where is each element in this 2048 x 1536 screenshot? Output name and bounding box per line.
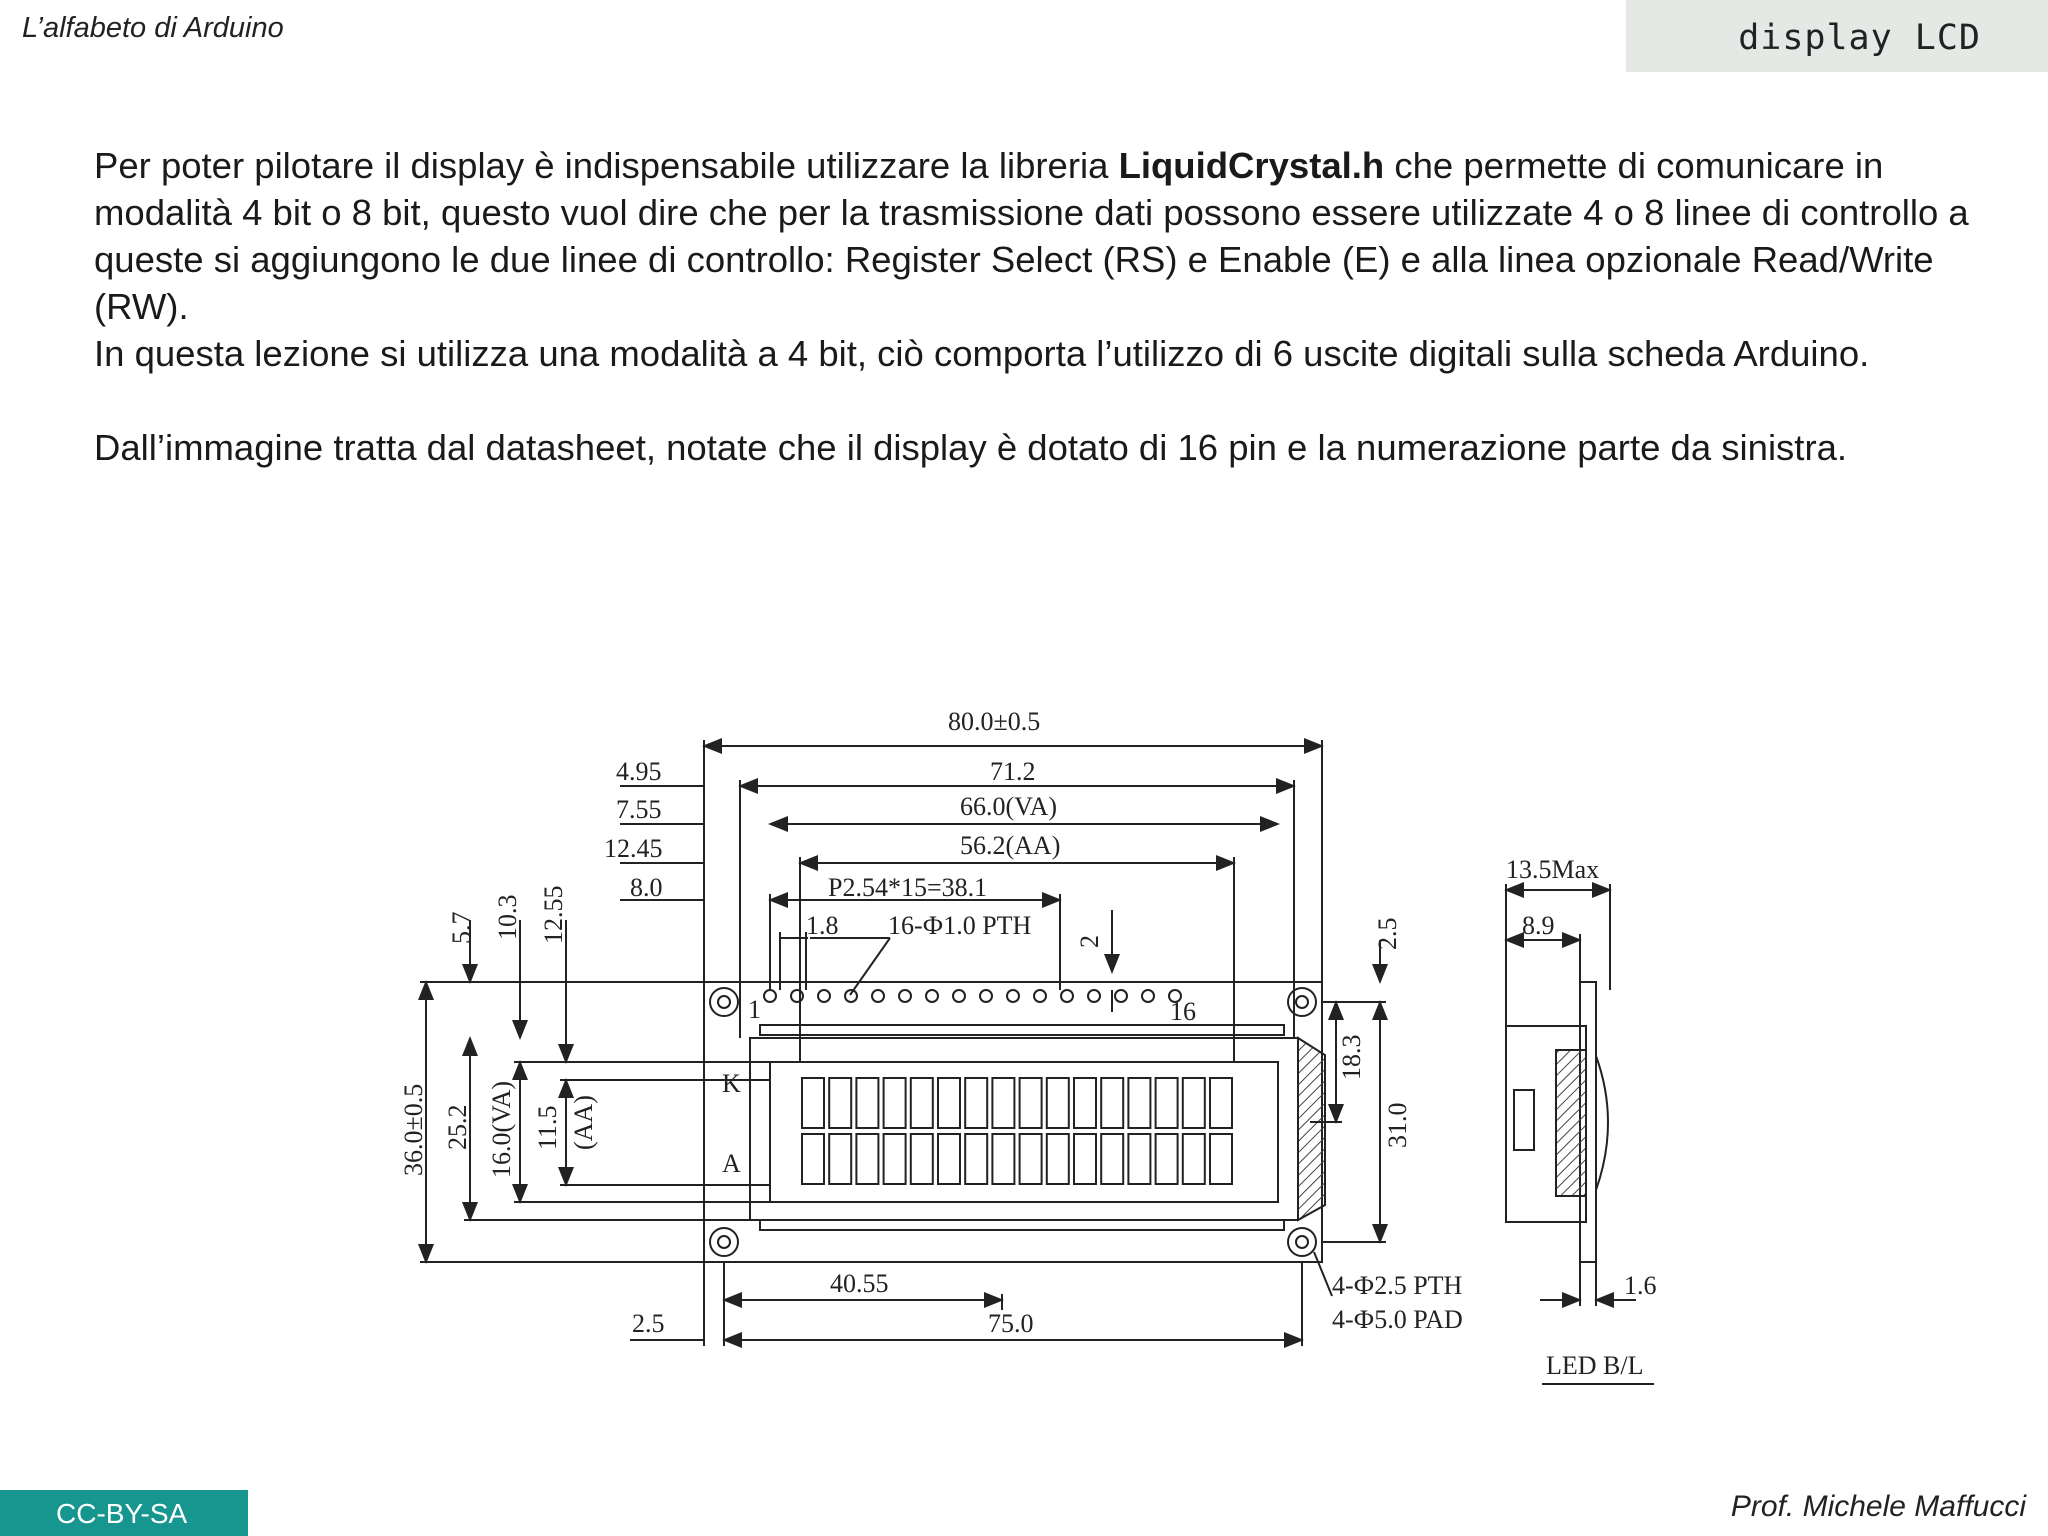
- dim-13-5max: 13.5Max: [1506, 855, 1600, 884]
- character-cell: [1020, 1078, 1042, 1128]
- character-cell: [1183, 1078, 1205, 1128]
- dim-total-width: 80.0±0.5: [948, 707, 1041, 736]
- dim-aa-width: 56.2(AA): [960, 831, 1061, 860]
- character-cell: [829, 1078, 851, 1128]
- character-cell: [965, 1078, 987, 1128]
- led-a-label: A: [722, 1149, 741, 1178]
- character-cell: [802, 1134, 824, 1184]
- character-cell: [1101, 1078, 1123, 1128]
- character-cell: [992, 1134, 1014, 1184]
- character-cell: [1128, 1078, 1150, 1128]
- character-cell: [856, 1078, 878, 1128]
- paragraph-library: [94, 142, 1974, 330]
- p1-text-a: Per poter pilotare il display è indispensabile utilizzare la libreria: [94, 145, 1119, 186]
- body-text: [94, 142, 1974, 471]
- character-cell: [1074, 1078, 1096, 1128]
- dim-8-9: 8.9: [1522, 911, 1555, 940]
- character-cell: [911, 1078, 933, 1128]
- dim-pin-pitch: P2.54*15=38.1: [828, 873, 988, 902]
- dim-16-va: 16.0(VA): [487, 1080, 516, 1178]
- lcd-drawing-svg: [370, 700, 1700, 1400]
- character-cell: [1101, 1134, 1123, 1184]
- dim-18-3: 18.3: [1337, 1034, 1366, 1080]
- paragraph-gap: [94, 377, 1974, 424]
- led-bl-label: LED B/L: [1546, 1351, 1644, 1380]
- dim-2-5-bottom: 2.5: [632, 1309, 665, 1338]
- dim-aa-v: (AA): [569, 1095, 598, 1150]
- led-k-label: K: [722, 1069, 741, 1098]
- dim-2-5-top: 2.5: [1373, 917, 1402, 950]
- character-cell: [802, 1078, 824, 1128]
- character-cell: [992, 1078, 1014, 1128]
- pin-header: [764, 990, 1181, 1002]
- character-cells: [802, 1078, 1232, 1184]
- mount-hole-tl: [710, 988, 738, 1016]
- character-cell: [1020, 1134, 1042, 1184]
- hole-pad: 4-Ф5.0 PAD: [1332, 1305, 1463, 1334]
- backlight-hatch: [1298, 1038, 1325, 1220]
- character-cell: [1183, 1134, 1205, 1184]
- paragraph-4bit: In questa lezione si utilizza una modalità a 4 bit, ciò comporta l’utilizzo di 6 uscite digitali sulla scheda Arduino.: [94, 333, 1870, 374]
- lcd-datasheet-drawing: [370, 700, 1700, 1400]
- character-cell: [965, 1134, 987, 1184]
- dim-12-55: 12.55: [539, 885, 568, 944]
- dim-71-2: 71.2: [990, 757, 1036, 786]
- library-name: LiquidCrystal.h: [1118, 145, 1385, 186]
- character-cell: [884, 1078, 906, 1128]
- dim-4-95: 4.95: [616, 757, 662, 786]
- dim-va-width: 66.0(VA): [960, 792, 1058, 821]
- paragraph-datasheet: Dall’immagine tratta dal datasheet, notate che il display è dotato di 16 pin e la numerazione parte da sinistra.: [94, 427, 1848, 468]
- character-cell: [1210, 1078, 1232, 1128]
- character-cell: [938, 1078, 960, 1128]
- mount-hole-br: [1288, 1228, 1316, 1256]
- dim-1-6: 1.6: [1624, 1271, 1657, 1300]
- dim-pth: 16-Ф1.0 PTH: [888, 911, 1032, 940]
- dim-1-8: 1.8: [806, 911, 839, 940]
- character-cell: [829, 1134, 851, 1184]
- character-cell: [1047, 1078, 1069, 1128]
- dim-75: 75.0: [988, 1309, 1034, 1338]
- dim-40-55: 40.55: [830, 1269, 889, 1298]
- pin-1-label: 1: [748, 995, 761, 1024]
- mount-hole-bl: [710, 1228, 738, 1256]
- character-cell: [1156, 1078, 1178, 1128]
- dim-31: 31.0: [1383, 1102, 1412, 1148]
- dim-8-0: 8.0: [630, 873, 663, 902]
- visible-area: [770, 1062, 1278, 1202]
- character-cell: [1156, 1134, 1178, 1184]
- character-cell: [1210, 1134, 1232, 1184]
- topic-label: display LCD: [1738, 18, 1981, 58]
- character-cell: [884, 1134, 906, 1184]
- dim-36: 36.0±0.5: [399, 1083, 428, 1176]
- pin-16-label: 16: [1170, 997, 1196, 1026]
- character-cell: [856, 1134, 878, 1184]
- character-cell: [1074, 1134, 1096, 1184]
- hole-pth: 4-Ф2.5 PTH: [1332, 1271, 1463, 1300]
- mount-hole-tr: [1288, 988, 1316, 1016]
- character-cell: [911, 1134, 933, 1184]
- author-name: Prof. Michele Maffucci: [1730, 1490, 2026, 1523]
- course-title: L’alfabeto di Arduino: [22, 12, 284, 44]
- dim-11-5: 11.5: [533, 1105, 562, 1150]
- dim-10-3: 10.3: [493, 894, 522, 940]
- character-cell: [938, 1134, 960, 1184]
- dim-25-2: 25.2: [443, 1104, 472, 1150]
- dim-7-55: 7.55: [616, 795, 662, 824]
- dim-12-45: 12.45: [604, 834, 663, 863]
- dim-2: 2: [1075, 935, 1104, 948]
- character-cell: [1128, 1134, 1150, 1184]
- p1-text-b: che permette di comunicare in modalità 4 bit o 8 bit, questo vuol dire che per la trasmissione dati possono essere utilizzate 4 o 8 linee di controllo a queste si aggiungono le due linee di controllo: Register Select (RS) e Enable (E) e alla linea opzionale Read/Write (RW).: [94, 145, 1969, 327]
- license-label: CC-BY-SA: [56, 1498, 188, 1529]
- dim-5-7: 5.7: [447, 911, 476, 944]
- character-cell: [1047, 1134, 1069, 1184]
